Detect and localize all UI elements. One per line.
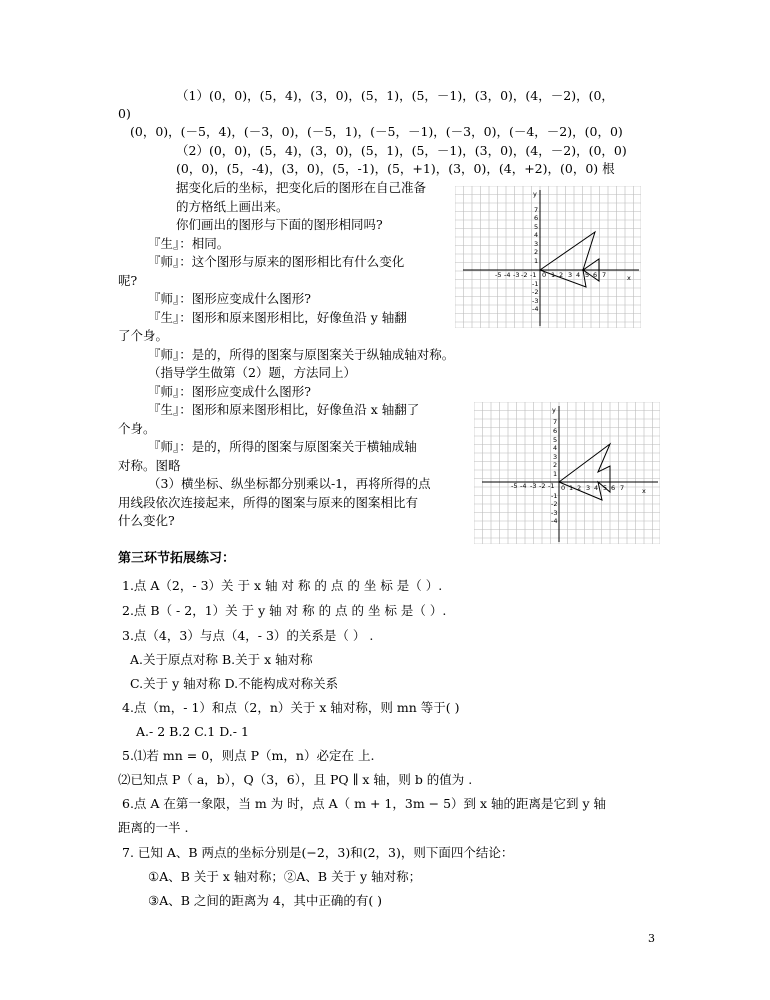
- graph1-y-label: y: [533, 190, 537, 198]
- graph2-tick-xn-4: -4: [520, 482, 527, 490]
- graph1-tick-x1: 1: [551, 271, 556, 279]
- text-line: 『师』：是的，所得的图案与原图案关于横轴成轴: [148, 439, 417, 454]
- text-line: 『生』：相同。: [148, 236, 230, 251]
- text-line: （指导学生做第（2）题，方法同上）: [148, 365, 356, 380]
- graph1-tick-yn3: -3: [532, 297, 539, 305]
- graph2-tick-y1: 1: [553, 470, 558, 478]
- graph2-tick-y3: 3: [553, 453, 558, 461]
- graph1-tick-xn-3: -3: [513, 271, 520, 279]
- text-line: 『师』：图形应变成什么图形?: [148, 291, 311, 306]
- text-line: 『师』：图形应变成什么图形?: [148, 384, 311, 399]
- exercise-7-statement-2: ③A、B 之间的距离为 4，其中正确的有( ): [148, 893, 383, 908]
- coordinate-graph-1: [455, 186, 641, 328]
- text-line: 的方格纸上画出来。: [176, 199, 289, 214]
- graph2-tick-x5: 5: [603, 484, 608, 492]
- graph2-tick-y6: 6: [553, 427, 558, 435]
- graph1-tick-x5: 5: [585, 271, 590, 279]
- text-line: 0): [118, 106, 131, 121]
- graph1-tick-yn2: -2: [532, 288, 539, 296]
- graph2-tick-x2: 2: [577, 484, 582, 492]
- graph1-tick-y6: 6: [534, 214, 539, 222]
- exercise-5b: ⑵已知点 P（ a，b），Q（3，6），且 PQ ∥ x 轴，则 b 的值为 .: [118, 772, 473, 787]
- text-line: （1）(0，0)，(5，4)，(3，0)，(5，1)，(5，－1)，(3，0)，(4，－2)，(0，: [176, 88, 614, 103]
- graph2-tick-xn-1: -1: [548, 482, 555, 490]
- graph2-tick-y7: 7: [553, 418, 558, 426]
- graph1-tick-xn-5: -5: [495, 271, 502, 279]
- exercise-6a: 6.点 A 在第一象限，当 m 为 时，点 A（ m + 1，3m − 5）到 x 轴的距离是它到 y 轴: [122, 796, 607, 811]
- graph1-tick-y7: 7: [534, 206, 539, 214]
- text-line: 『师』：是的，所得的图案与原图案关于纵轴成轴对称。: [148, 347, 455, 362]
- exercise-4-options: A.- 2 B.2 C.1 D.- 1: [136, 724, 249, 739]
- exercise-3-options-ab: A.关于原点对称 B.关于 x 轴对称: [130, 652, 313, 667]
- exercise-1: 1.点 A（2，- 3）关 于 x 轴 对 称 的 点 的 坐 标 是（ ）.: [122, 578, 443, 593]
- graph2-y-label: y: [552, 406, 556, 414]
- graph2-tick-xn-5: -5: [511, 482, 518, 490]
- exercise-6b: 距离的一半 .: [118, 820, 189, 835]
- graph2-tick-yn4: -4: [551, 517, 558, 525]
- text-line: 据变化后的坐标，把变化后的图形在自己准备: [176, 180, 427, 195]
- text-line: 你们画出的图形与下面的图形相同吗?: [176, 217, 383, 232]
- text-line: 对称。图略: [118, 458, 181, 473]
- text-line: 呢?: [118, 273, 138, 288]
- graph1-origin-label: 0: [542, 271, 547, 279]
- section-title: 第三环节拓展练习：: [118, 551, 236, 566]
- graph1-tick-x6: 6: [593, 271, 598, 279]
- graph2-x-label: x: [642, 487, 646, 495]
- graph1-svg: [455, 186, 641, 328]
- graph2-tick-x1: 1: [569, 484, 574, 492]
- graph2-tick-y4: 4: [553, 444, 558, 452]
- text-line: (0，0)，(－5，4)，(－3，0)，(－5，1)，(－5，－1)，(－3，0)，(－4，－2)，(0，0): [130, 124, 623, 139]
- text-line: 用线段依次连接起来，所得的图案与原来的图案相比有: [118, 495, 419, 510]
- text-line: 个身。: [118, 421, 156, 436]
- graph2-tick-x3: 3: [586, 484, 591, 492]
- exercise-7: 7. 已知 A、B 两点的坐标分别是(−2，3)和(2，3)，则下面四个结论：: [122, 845, 514, 860]
- graph1-tick-xn-1: -1: [530, 271, 537, 279]
- coordinate-graph-2: [474, 402, 660, 544]
- graph1-tick-x2: 2: [559, 271, 564, 279]
- graph2-tick-x6: 6: [611, 484, 616, 492]
- exercise-2: 2.点 B（ - 2，1）关 于 y 轴 对 称 的 点 的 坐 标 是（ ）.: [122, 603, 447, 618]
- exercise-3: 3.点（4，3）与点（4，- 3）的关系是（ ） .: [122, 628, 374, 643]
- graph2-tick-y5: 5: [553, 436, 558, 444]
- graph1-tick-xn-2: -2: [521, 271, 528, 279]
- graph2-tick-x4: 4: [594, 484, 599, 492]
- graph1-tick-y4: 4: [534, 231, 539, 239]
- text-line: 『师』：这个图形与原来的图形相比有什么变化: [148, 254, 405, 269]
- exercise-4: 4.点（m，- 1）和点（2，n）关于 x 轴对称，则 mn 等于( ): [122, 700, 460, 715]
- graph1-tick-x7: 7: [602, 271, 607, 279]
- graph2-svg: [474, 402, 660, 544]
- graph1-tick-xn-4: -4: [504, 271, 511, 279]
- text-line: 了个身。: [118, 328, 169, 343]
- graph1-tick-y3: 3: [534, 240, 539, 248]
- text-line: 『生』：图形和原来图形相比，好像鱼沿 y 轴翻: [148, 310, 407, 325]
- graph2-tick-xn-3: -3: [530, 482, 537, 490]
- text-line: 什么变化?: [118, 513, 175, 528]
- exercise-7-statement-1: ①A、B 关于 x 轴对称；②A、B 关于 y 轴对称；: [148, 869, 422, 884]
- exercise-3-options-cd: C.关于 y 轴对称 D.不能构成对称关系: [130, 676, 339, 691]
- graph1-tick-x3: 3: [568, 271, 573, 279]
- text-line: (0，0)，(5，-4)，(3，0)，(5，-1)，(5，+1)，(3，0)，(4，+2)，(0，0) 根: [176, 161, 615, 176]
- graph1-tick-y1: 1: [534, 257, 539, 265]
- graph1-tick-yn4: -4: [532, 305, 539, 313]
- page-number: 3: [648, 932, 655, 945]
- text-line: （2）(0，0)，(5，4)，(3，0)，(5，1)，(5，－1)，(3，0)，(4，－2)，(0，0): [176, 143, 627, 158]
- graph1-tick-y5: 5: [534, 223, 539, 231]
- graph1-tick-y2: 2: [534, 248, 539, 256]
- graph2-tick-yn3: -3: [551, 509, 558, 517]
- graph2-tick-y2: 2: [553, 461, 558, 469]
- graph2-tick-xn-2: -2: [539, 482, 546, 490]
- exercise-5a: 5.⑴若 mn = 0，则点 P（m，n）必定在 上.: [122, 748, 375, 763]
- graph2-tick-x7: 7: [620, 484, 625, 492]
- text-line: （3）横坐标、纵坐标都分别乘以-1，再将所得的点: [148, 476, 431, 491]
- graph1-tick-x4: 4: [576, 271, 581, 279]
- graph2-tick-yn2: -2: [551, 500, 558, 508]
- graph1-x-label: x: [627, 274, 631, 282]
- graph2-grid: [474, 402, 660, 544]
- graph2-tick-yn1: -1: [551, 492, 558, 500]
- graph1-tick-yn1: -1: [532, 280, 539, 288]
- graph1-grid: [455, 186, 641, 328]
- text-line: 『生』：图形和原来图形相比，好像鱼沿 x 轴翻了: [148, 402, 420, 417]
- graph2-origin-label: 0: [561, 484, 566, 492]
